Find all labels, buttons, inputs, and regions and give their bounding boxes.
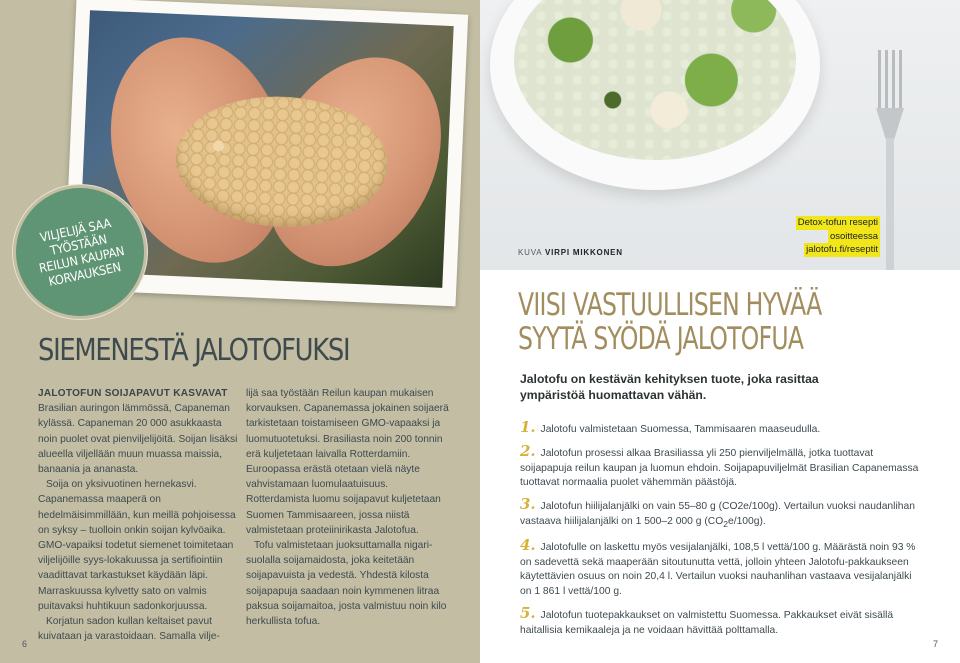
paragraph: lijä saa työstään Reilun kaupan mukaisen korvauksen. Capanemassa jokainen soijaerä tarkistetaan toistamiseen GMO-vapaaksi ja luomutuotetuksi. Brasiliasta noin 200 tonnin erä kuljetetaan laivalla Rotterdamiin. Euroopassa erästä otetaan vielä näyte vahvistamaan luomulaatuisuus. Rotterdamista luomu soijapavut kuljetetaan Suomen Tammisaareen, jossa niistä valmistetaan proteiinirikasta Jalotofua. — [246, 388, 449, 536]
item-number: 5. — [520, 604, 536, 623]
recipe-link[interactable]: jalotofu.fi/reseptit — [806, 244, 878, 255]
article-title: SIEMENESTÄ JALOTOFUKSI — [38, 333, 350, 368]
paragraph: Brasilian auringon lämmössä, Capaneman kylässä. Capaneman 20 000 asukkaasta noin puolet ovat pienviljelijöitä. Soijan lisäksi alueella viljellään muun muassa maissia, banaania ja ananasta. — [38, 403, 238, 476]
section-subheading: JALOTOFUN SOIJAPAVUT KASVAVAT — [38, 388, 228, 399]
item-number: 3. — [520, 495, 536, 514]
badge-text: VILJELIJÄ SAA TYÖSTÄÄN REILUN KAUPAN KORVAUKSEN — [37, 215, 126, 289]
salad-contents — [514, 0, 796, 160]
salad-bowl-image — [490, 0, 820, 190]
paragraph: Tofu valmistetaan juoksuttamalla nigari-suolalla soijamaidosta, joka keitetään soijapavuista ja vedestä. Yhdestä kilosta soijapapuja saadaan noin kymmenen litraa paksua soijamaitoa, josta valmistuu noin kilo herkullista tofua. — [246, 540, 447, 628]
item-text: Jalotofu valmistetaan Suomessa, Tammisaaren maaseudulla. — [540, 424, 821, 435]
item-text: Jalotofun tuotepakkaukset on valmistettu Suomessa. Pakkaukset eivät sisällä haitallisia kemikaaleja ja ne voidaan hävittää polttamalla. — [520, 610, 894, 636]
right-page — [480, 0, 960, 663]
reasons-title — [518, 288, 944, 356]
item-number: 2. — [520, 441, 536, 460]
list-item — [520, 606, 920, 639]
item-number: 4. — [520, 535, 536, 554]
item-text: Jalotofulle on laskettu myös vesijalanjälki, 108,5 l vettä/100 g. Määrästä noin 93 % on sadevettä sekä maaperään sitoutunutta vettä, jolloin yhteen Jalotofu-pakkaukseen käytettävien osuus on noin 20,4 l. Vertailun vuoksi nauhanlihan vastaava vesijalanjälki on 1 861 l vettä/100 g. — [520, 541, 916, 598]
list-item — [520, 497, 920, 532]
item-text: Jalotofun prosessi alkaa Brasiliassa yli 250 pienviljelmällä, jotka tuottavat soijapapuja reilun kaupan ja luomun ehdoin. Soijapapuviljelmät Brasilian Capanemassa tuottavat normaalia puolet vähemmän päästöjä. — [520, 447, 919, 489]
callout-line: Detox-tofun resepti — [797, 217, 878, 228]
item-text: Jalotofun hiilijalanjälki on vain 55–80 g (CO2e/100g). Vertailun vuoksi naudanlihan vastaava hiilijalanjälki on 1 500–2 000 g (CO — [520, 501, 915, 527]
paragraph: Korjatun sadon kullan keltaiset pavut kuivataan ja varastoidaan. Samalla vilje- — [38, 616, 220, 643]
tofu-salad-photo — [480, 0, 960, 270]
lead-paragraph: Jalotofu on kestävän kehityksen tuote, joka rasittaa ympäristöä huomattavan vähän. — [520, 372, 819, 402]
title-line-1: VIISI VASTUULLISEN HYVÄÄ — [518, 287, 822, 323]
recipe-callout — [796, 216, 880, 257]
item-text-tail: e/100g). — [727, 515, 766, 527]
subscript: 2 — [723, 519, 728, 530]
page-number-right: 7 — [932, 639, 938, 649]
item-number: 1. — [520, 418, 536, 436]
paragraph: Soija on yksivuotinen hernekasvi. Capanemassa maaperä on hedelmäisimmillään, kun meillä pohjoisessa on syksy – tuolloin onkin soijan kylvöaika. GMO-vapaiksi todetut siemenet toimitetaan viljelijöille syys-lokakuussa ja sertifiointiin vaadittavat tarkastukset käydään läpi. Marraskuussa kylvetty sato on valmis puitavaksi huhtikuun sadonkorjuussa. — [38, 479, 236, 612]
photo-credit — [518, 248, 623, 257]
list-item — [520, 441, 920, 491]
text-column-1 — [38, 386, 243, 644]
credit-label: KUVA — [518, 248, 542, 257]
list-item — [520, 420, 920, 438]
text-column-2 — [246, 386, 451, 629]
page-number-left: 6 — [22, 639, 28, 649]
credit-name: VIRPI MIKKONEN — [544, 248, 623, 257]
reasons-list — [520, 420, 920, 645]
callout-line: osoitteessa — [829, 230, 878, 242]
list-item — [520, 535, 920, 600]
title-line-2: SYYTÄ SYÖDÄ JALOTOFUA — [518, 321, 804, 357]
fair-trade-badge — [16, 188, 144, 316]
